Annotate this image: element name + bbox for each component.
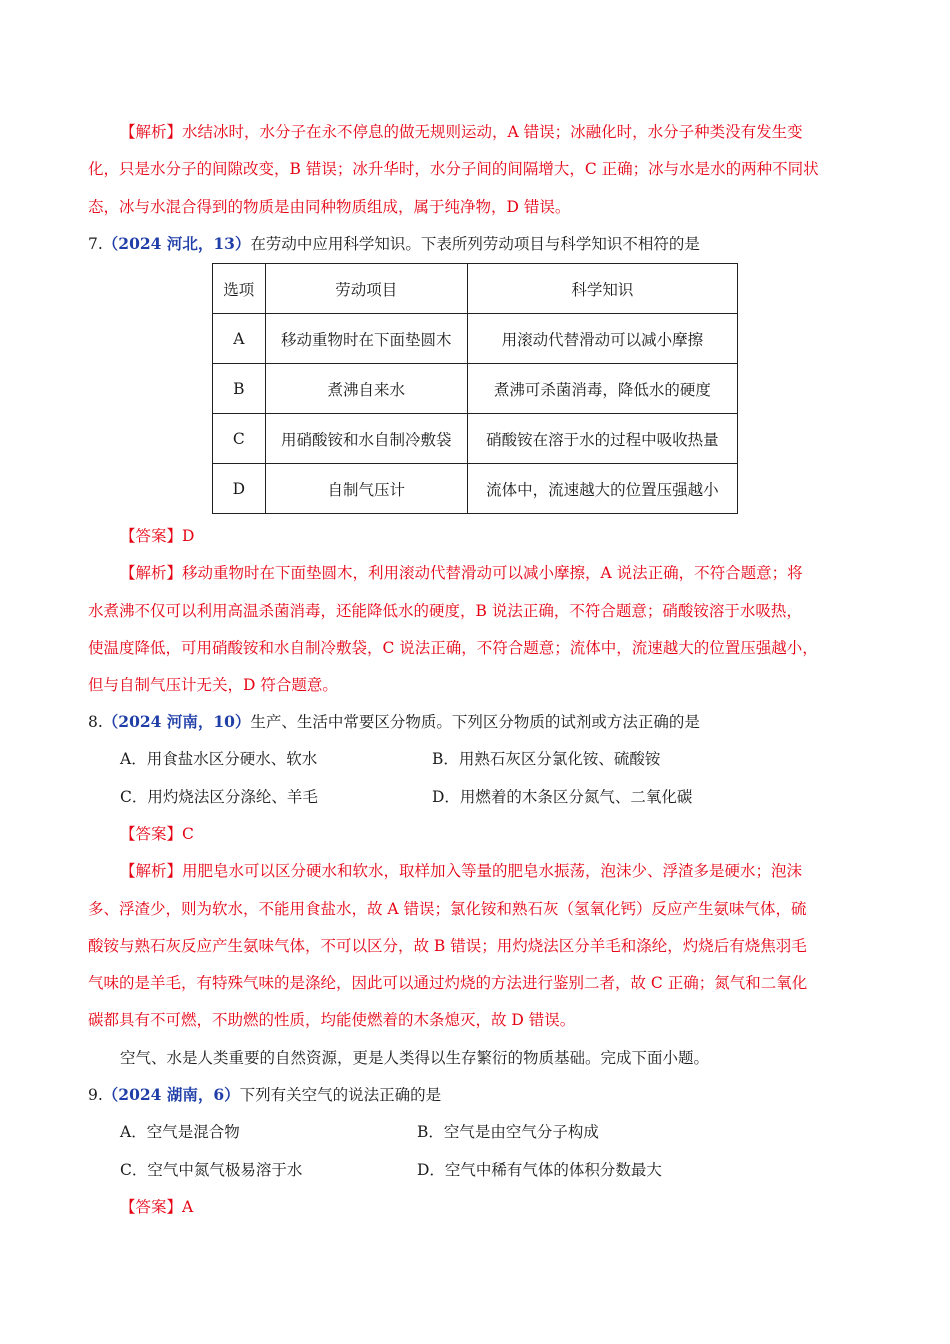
table-cell: C xyxy=(213,414,266,464)
question-8-analysis-line-5: 碳都具有不可燃，不助燃的性质，均能使燃着的木条熄灭，故 D 错误。 xyxy=(88,1011,576,1029)
question-number: 8. xyxy=(88,713,103,731)
table-cell: 煮沸可杀菌消毒，降低水的硬度 xyxy=(467,364,737,414)
table-row xyxy=(213,364,738,414)
question-8-option-b: B．用熟石灰区分氯化铵、硫酸铵 xyxy=(432,750,661,768)
question-8-stem: 8.（2024 河南，10）生产、生活中常要区分物质。下列区分物质的试剂或方法正确的是 xyxy=(88,712,700,731)
labor-knowledge-table xyxy=(212,263,738,514)
question-8-analysis-line-3: 酸铵与熟石灰反应产生氨味气体，不可以区分，故 B 错误；用灼烧法区分羊毛和涤纶，灼烧后有烧焦羽毛 xyxy=(88,937,807,955)
prev-analysis-line-3: 态，冰与水混合得到的物质是由同种物质组成，属于纯净物，D 错误。 xyxy=(88,198,571,216)
prev-analysis-line-2: 化，只是水分子的间隙改变，B 错误；冰升华时，水分子间的间隔增大，C 正确；冰与水是水的两种不同状 xyxy=(88,160,819,178)
question-9-stem: 9.（2024 湖南，6）下列有关空气的说法正确的是 xyxy=(88,1085,442,1104)
question-source: （2024 湖南，6） xyxy=(102,1085,240,1104)
question-number: 9. xyxy=(88,1086,103,1104)
question-7-analysis-line-4: 但与自制气压计无关，D 符合题意。 xyxy=(88,676,338,694)
table-cell: B xyxy=(213,364,266,414)
table-cell: 用硝酸铵和水自制冷敷袋 xyxy=(265,414,467,464)
question-number: 7. xyxy=(88,235,103,253)
table-row xyxy=(213,464,738,514)
table-cell: 移动重物时在下面垫圆木 xyxy=(265,314,467,364)
question-8-option-a: A．用食盐水区分硬水、软水 xyxy=(120,750,318,768)
question-9-option-b: B．空气是由空气分子构成 xyxy=(417,1123,599,1141)
question-7-analysis-line-1: 【解析】移动重物时在下面垫圆木，利用滚动代替滑动可以减小摩擦，A 说法正确，不符合题意；将 xyxy=(120,564,803,582)
question-8-analysis-line-2: 多、浮渣少，则为软水，不能用食盐水，故 A 错误；氯化铵和熟石灰（氢氧化钙）反应产生氨味气体，硫 xyxy=(88,900,807,918)
section-intro: 空气、水是人类重要的自然资源，更是人类得以生存繁衍的物质基础。完成下面小题。 xyxy=(120,1049,710,1067)
question-8-answer: 【答案】C xyxy=(120,825,194,843)
table-cell: 煮沸自来水 xyxy=(265,364,467,414)
table-row xyxy=(213,314,738,364)
question-8-option-c: C．用灼烧法区分涤纶、羊毛 xyxy=(120,788,318,806)
table-cell: 流体中，流速越大的位置压强越小 xyxy=(467,464,737,514)
question-7-analysis-line-3: 使温度降低，可用硝酸铵和水自制冷敷袋，C 说法正确，不符合题意；流体中，流速越大的位置压强越小， xyxy=(88,639,818,657)
table-header-cell: 选项 xyxy=(213,264,266,314)
question-9-option-d: D．空气中稀有气体的体积分数最大 xyxy=(417,1161,662,1179)
table-header-cell: 科学知识 xyxy=(467,264,737,314)
question-9-option-a: A．空气是混合物 xyxy=(120,1123,240,1141)
table-header-row xyxy=(213,264,738,314)
question-7-stem: 7.（2024 河北，13）在劳动中应用科学知识。下表所列劳动项目与科学知识不相符的是 xyxy=(88,234,700,253)
table-header-cell: 劳动项目 xyxy=(265,264,467,314)
question-7-analysis-line-2: 水煮沸不仅可以利用高温杀菌消毒，还能降低水的硬度，B 说法正确，不符合题意；硝酸铵溶于水吸热， xyxy=(88,602,802,620)
question-source: （2024 河南，10） xyxy=(102,712,251,731)
table-cell: 硝酸铵在溶于水的过程中吸收热量 xyxy=(467,414,737,464)
prev-analysis-line-1: 【解析】水结冰时，水分子在永不停息的做无规则运动，A 错误；冰融化时，水分子种类没有发生变 xyxy=(120,123,803,141)
table-cell: D xyxy=(213,464,266,514)
table-cell: A xyxy=(213,314,266,364)
question-source: （2024 河北，13） xyxy=(102,234,251,253)
question-9-option-c: C．空气中氮气极易溶于水 xyxy=(120,1161,303,1179)
table-cell: 自制气压计 xyxy=(265,464,467,514)
table-cell: 用滚动代替滑动可以减小摩擦 xyxy=(467,314,737,364)
question-8-analysis-line-4: 气味的是羊毛，有特殊气味的是涤纶，因此可以通过灼烧的方法进行鉴别二者，故 C 正确；氮气和二氧化 xyxy=(88,974,808,992)
table-row xyxy=(213,414,738,464)
question-8-analysis-line-1: 【解析】用肥皂水可以区分硬水和软水，取样加入等量的肥皂水振荡，泡沫少、浮渣多是硬水；泡沫 xyxy=(120,862,803,880)
question-7-answer: 【答案】D xyxy=(120,527,195,545)
analysis-tag: 【解析】 xyxy=(120,123,183,141)
question-9-answer: 【答案】A xyxy=(120,1198,194,1216)
question-8-option-d: D．用燃着的木条区分氮气、二氧化碳 xyxy=(432,788,693,806)
